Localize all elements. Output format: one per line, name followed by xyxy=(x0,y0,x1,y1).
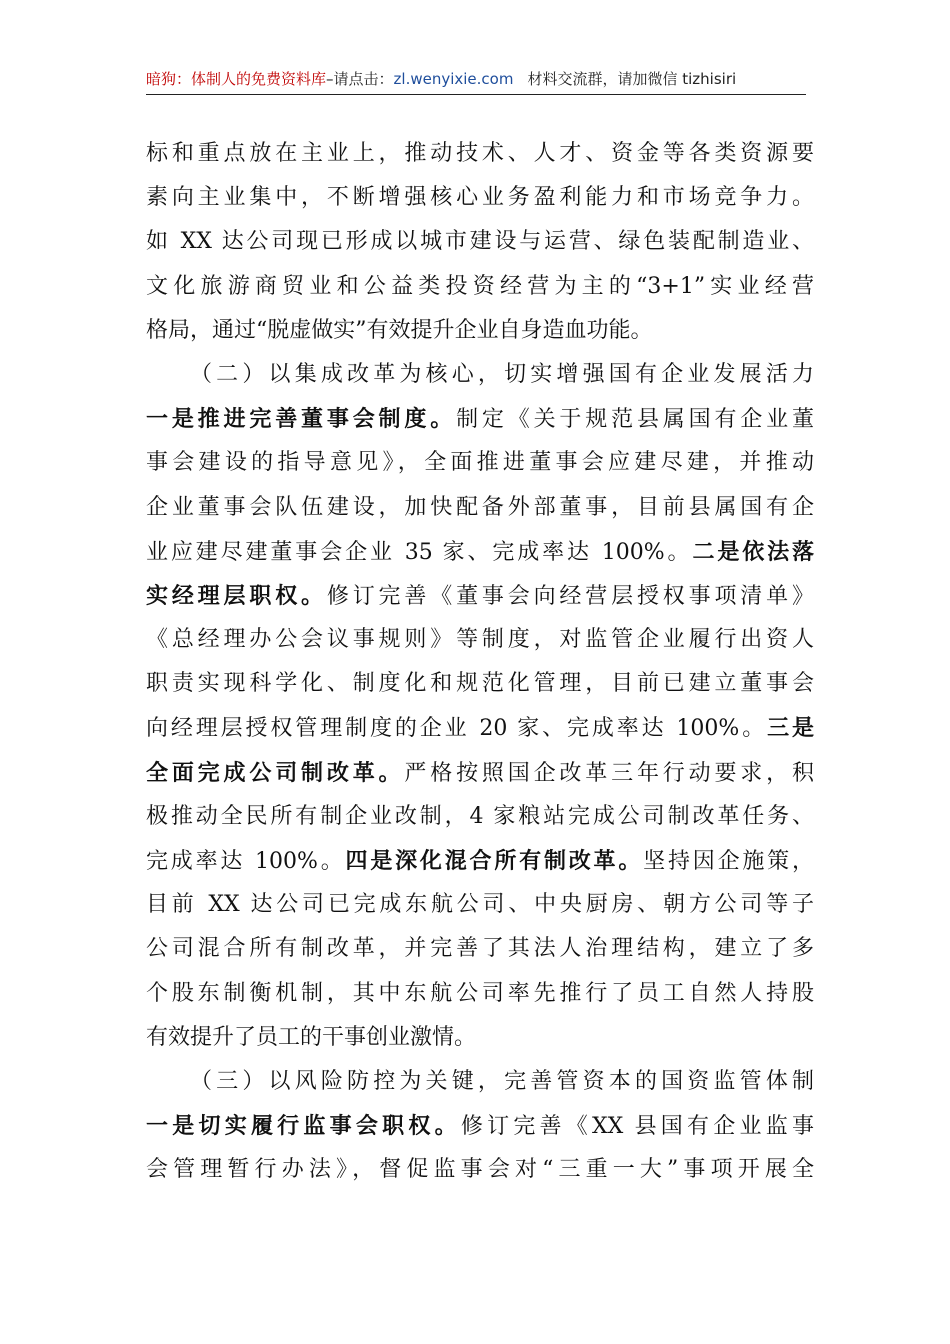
watermark-header xyxy=(146,66,806,92)
body-line: 企业董事会队伍建设，加快配备外部董事，目前县属国有企 xyxy=(146,494,814,520)
body-line: 《总经理办公会议事规则》等制度，对监管企业履行出资人 xyxy=(146,627,814,653)
header-brand: 暗狗：体制人的免费资料库 xyxy=(146,70,327,88)
document-body xyxy=(146,132,814,1193)
section-heading-3: （三）以风险防控为关键，完善管资本的国资监管体制 xyxy=(190,1068,814,1094)
body-line: 如 XX 达公司现已形成以城市建设与运营、绿色装配制造业、 xyxy=(146,229,814,255)
body-line: 有效提升了员工的干事创业激情。 xyxy=(146,1024,477,1050)
section-heading-2: （二）以集成改革为核心，切实增强国有企业发展活力 xyxy=(190,361,814,387)
point-heading: 实经理层职权。 xyxy=(146,582,327,609)
body-line: 一是切实履行监事会职权。修订完善《XX 县国有企业监事 xyxy=(146,1113,814,1140)
body-line: 标和重点放在主业上，推动技术、人才、资金等各类资源要 xyxy=(146,141,814,166)
body-line: 素向主业集中，不断增强核心业务盈利能力和市场竞争力。 xyxy=(146,185,814,211)
body-line: 业应建尽建董事会企业 35 家、完成率达 100%。二是依法落 xyxy=(146,538,814,565)
body-line: 文化旅游商贸业和公益类投资经营为主的“3+1”实业经营 xyxy=(146,273,814,299)
body-line: 会管理暂行办法》，督促监事会对“三重一大”事项开展全 xyxy=(146,1157,814,1183)
point-heading: 四是深化混合所有制改革。 xyxy=(345,848,644,874)
point-heading: 一是切实履行监事会职权。 xyxy=(146,1113,461,1140)
body-line: 个股东制衡机制，其中东航公司率先推行了员工自然人持股 xyxy=(146,980,814,1006)
point-heading: 一是推进完善董事会制度。 xyxy=(146,406,457,433)
body-line: 向经理层授权管理制度的企业 20 家、完成率达 100%。三是 xyxy=(146,715,814,742)
body-line: 完成率达 100%。四是深化混合所有制改革。坚持因企施策， xyxy=(146,848,814,874)
header-url-link[interactable]: zl.wenyixie.com xyxy=(393,70,514,88)
header-contact: 材料交流群，请加微信 tizhisiri xyxy=(527,70,737,88)
body-line: 极推动全民所有制企业改制，4 家粮站完成公司制改革任务、 xyxy=(146,803,814,829)
point-heading: 三是 xyxy=(767,715,814,742)
body-line: 职责实现科学化、制度化和规范化管理，目前已建立董事会 xyxy=(146,671,814,697)
header-click-prefix: –请点击： xyxy=(326,70,394,88)
body-line: 一是推进完善董事会制度。制定《关于规范县属国有企业董 xyxy=(146,406,814,433)
body-line: 格局，通过“脱虚做实”有效提升企业自身造血功能。 xyxy=(146,317,653,343)
body-line: 目前 XX 达公司已完成东航公司、中央厨房、朝方公司等子 xyxy=(146,892,814,918)
point-heading: 二是依法落 xyxy=(692,538,814,565)
point-heading: 全面完成公司制改革。 xyxy=(146,759,405,786)
header-divider xyxy=(146,94,806,95)
body-line: 事会建设的指导意见》，全面推进董事会应建尽建，并推动 xyxy=(146,450,814,476)
body-line: 实经理层职权。修订完善《董事会向经营层授权事项清单》 xyxy=(146,582,814,609)
body-line: 公司混合所有制改革，并完善了其法人治理结构，建立了多 xyxy=(146,936,814,962)
body-line: 全面完成公司制改革。严格按照国企改革三年行动要求，积 xyxy=(146,759,814,786)
